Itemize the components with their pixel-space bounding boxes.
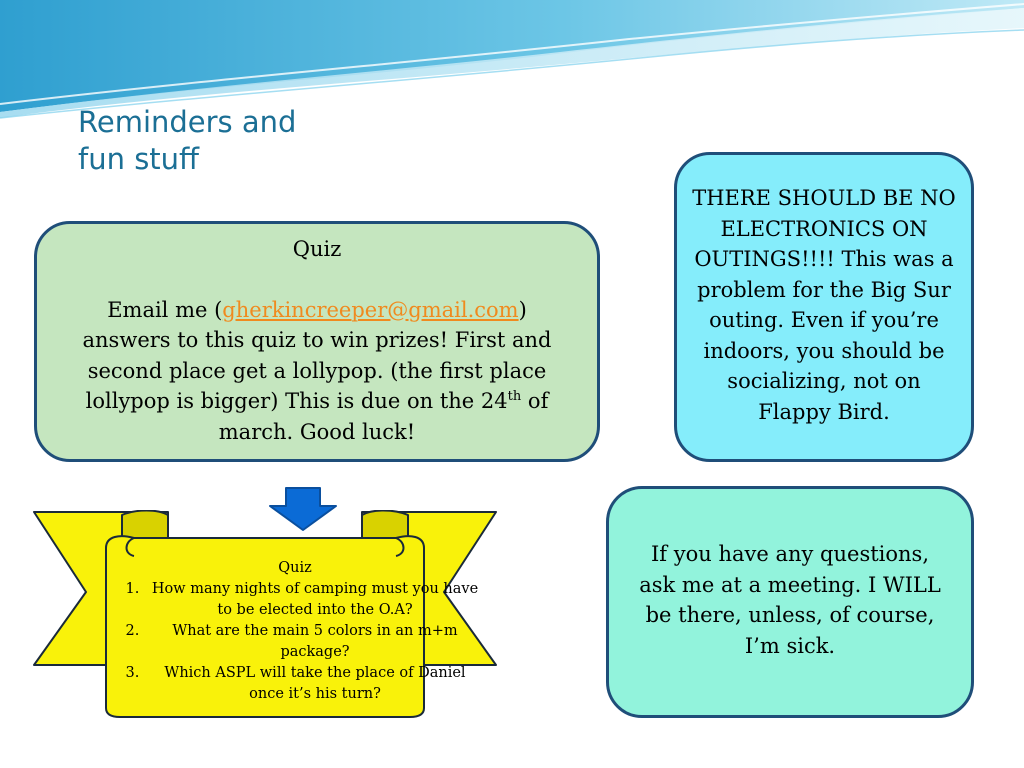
electronics-notice-text: THERE SHOULD BE NO ELECTRONICS ON OUTINGS!!!! This was a problem for the Big Sur outing. Even if you’re indoors, you should be socializing, not on Flappy Bird. xyxy=(692,186,956,424)
slide-title-line-1: Reminders and xyxy=(78,105,297,139)
quiz-question: 2. What are the main 5 colors in an m+m package? xyxy=(144,621,482,663)
quiz-question: 1. How many nights of camping must you have to be elected into the O.A? xyxy=(144,579,482,621)
scroll-quiz-heading: Quiz xyxy=(278,560,312,576)
quiz-body xyxy=(73,295,561,448)
quiz-info-box xyxy=(34,221,600,462)
email-link[interactable]: gherkincreeper@gmail.com xyxy=(222,297,519,322)
questions-notice-box xyxy=(606,486,974,718)
electronics-notice-box xyxy=(674,152,974,462)
quiz-question: 3. Which ASPL will take the place of Daniel once it’s his turn? xyxy=(144,663,482,705)
quiz-text-end: of march. Good luck! xyxy=(218,389,549,444)
slide-title xyxy=(78,104,398,178)
quiz-text-before-email: Email me ( xyxy=(107,297,223,322)
quiz-text-after-email: ) answers to this quiz to win prizes! First and second place get a lollypop. (the first place lollypop is bigger) This is due on the 24 xyxy=(82,297,552,413)
slide-title-line-2: fun stuff xyxy=(78,142,200,176)
quiz-question-list xyxy=(108,579,482,705)
questions-notice-text: If you have any questions, ask me at a meeting. I WILL be there, unless, of course, I’m sick. xyxy=(639,542,941,658)
quiz-heading: Quiz xyxy=(292,237,342,261)
date-superscript: th xyxy=(507,389,522,404)
scroll-quiz xyxy=(108,558,482,705)
